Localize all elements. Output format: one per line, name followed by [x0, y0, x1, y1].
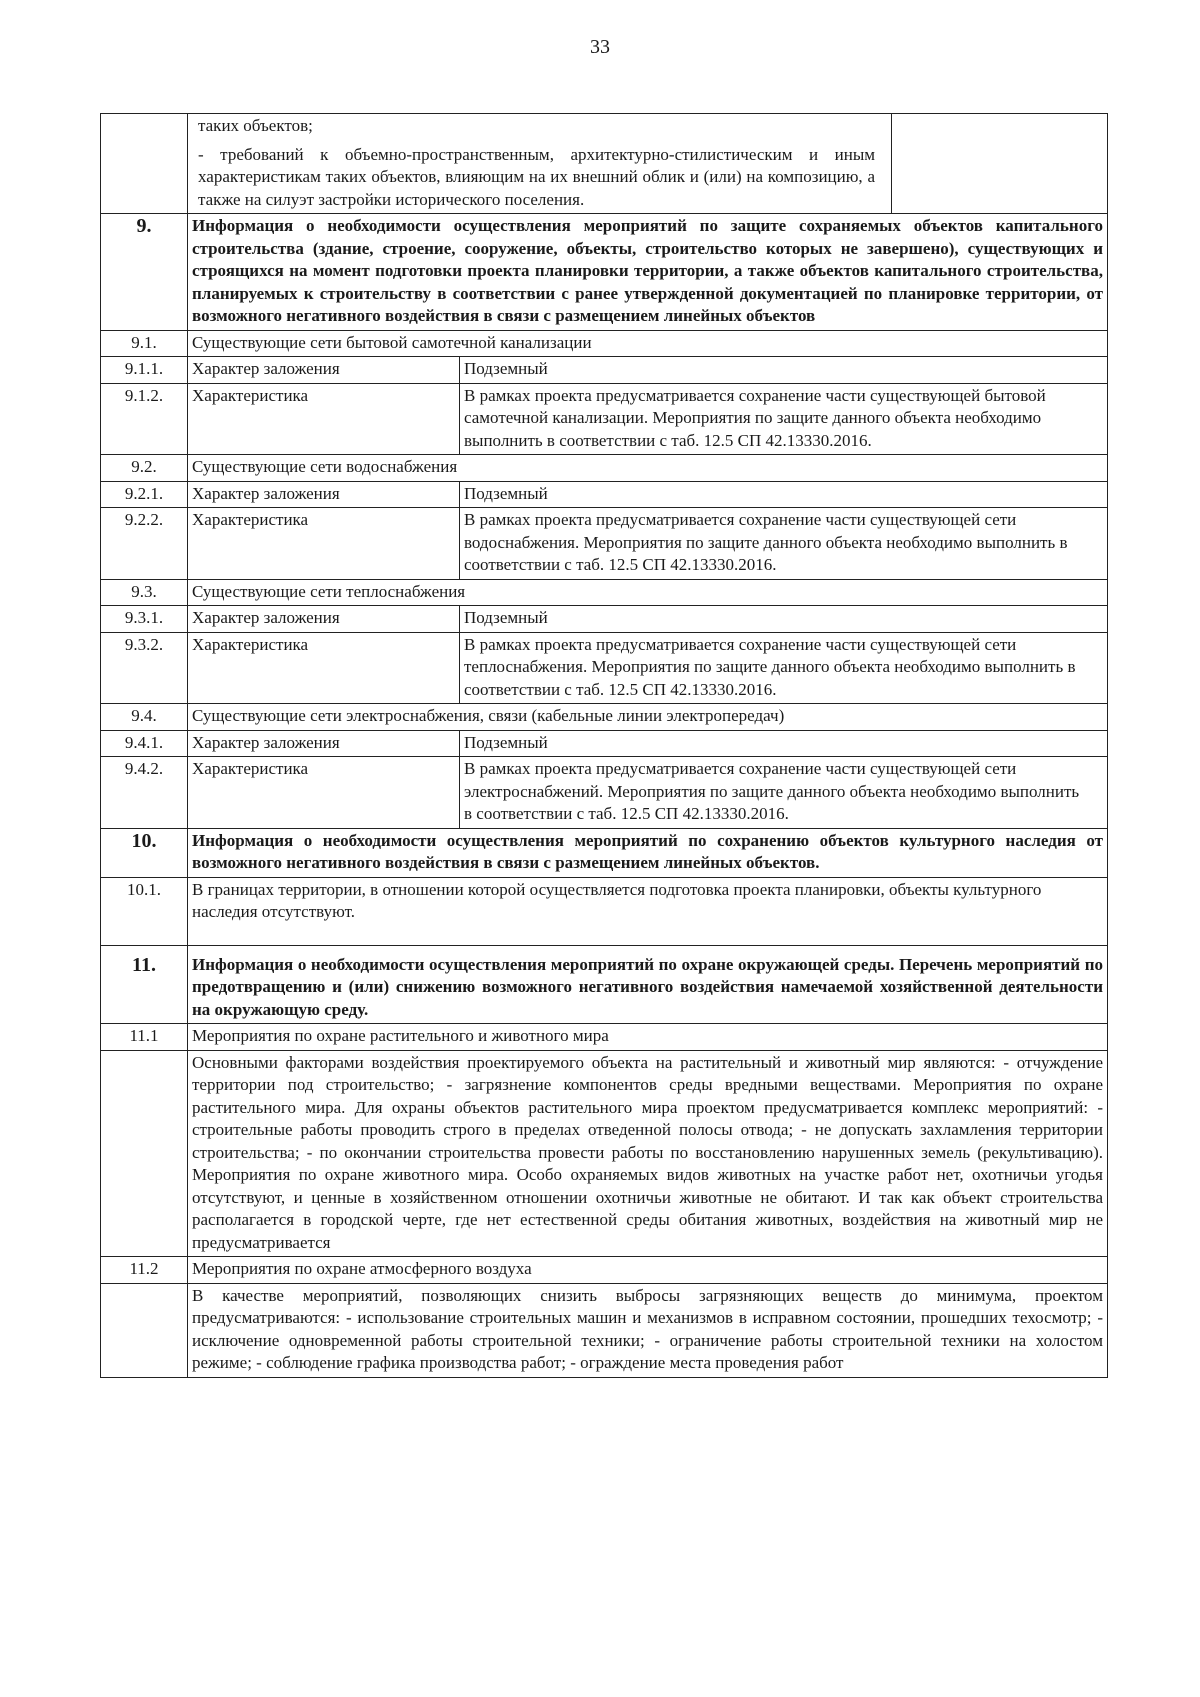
item-number: 9.4.2. [101, 757, 188, 829]
table-row [101, 1283, 1108, 1377]
subsection-row [101, 579, 1108, 606]
item-label: Характеристика [188, 383, 460, 455]
item-number: 9.3.2. [101, 632, 188, 704]
subsection-row [101, 330, 1108, 357]
subsection-number: 9.1. [101, 330, 188, 357]
item-number: 9.3.1. [101, 606, 188, 633]
section-title: Информация о необходимости осуществления мероприятий по охране окружающей среды. Перечень мероприятий по предотвращению и (или) снижению возможного негативного воздействия намечаемой хозяйственной деятельности на окружающую среду. [188, 945, 1108, 1024]
subsection-number: 9.4. [101, 704, 188, 731]
subsection-row [101, 704, 1108, 731]
continuation-line-1: таких объектов; [198, 116, 313, 135]
subsection-number: 11.2 [101, 1257, 188, 1284]
item-number: 9.4.1. [101, 730, 188, 757]
item-value: В рамках проекта предусматривается сохранение части существующей сети теплоснабжения. Мероприятия по защите данного объекта необходимо выполнить в соответствии с таб. 12.5 СП 42.13330.2016. [460, 632, 1108, 704]
subsection-number: 9.3. [101, 579, 188, 606]
item-label: Характер заложения [188, 481, 460, 508]
item-label: Характер заложения [188, 730, 460, 757]
table-row [101, 606, 1108, 633]
item-value: Подземный [460, 730, 1108, 757]
item-label: Характер заложения [188, 606, 460, 633]
table-row [101, 1050, 1108, 1257]
subsection-title: Существующие сети водоснабжения [188, 455, 1108, 482]
item-label: Характер заложения [188, 357, 460, 384]
section-number: 9. [101, 214, 188, 331]
table-row [101, 877, 1108, 945]
table-row [101, 114, 1108, 214]
table-row [101, 730, 1108, 757]
subsection-number: 9.2. [101, 455, 188, 482]
continuation-line-2: - требований к объемно-пространственным, архитектурно-стилистическим и иным характеристикам таких объектов, влияющим на их внешний облик и (или) на композицию, а также на силуэт застройки исторического поселения. [198, 144, 875, 209]
subsection-title: Существующие сети теплоснабжения [188, 579, 1108, 606]
page-number: 33 [590, 36, 610, 58]
item-text: В границах территории, в отношении которой осуществляется подготовка проекта планировки, объекты культурного наследия отсутствуют. [188, 877, 1108, 945]
item-number: 9.1.1. [101, 357, 188, 384]
item-value: В рамках проекта предусматривается сохранение части существующей сети водоснабжения. Мероприятия по защите данного объекта необходимо выполнить в соответствии с таб. 12.5 СП 42.13330.2016. [460, 508, 1108, 580]
continuation-cell [188, 114, 892, 214]
item-value: Подземный [460, 606, 1108, 633]
subsection-row [101, 455, 1108, 482]
section-number: 11. [101, 945, 188, 1024]
item-number: 9.1.2. [101, 383, 188, 455]
item-number: 10.1. [101, 877, 188, 945]
subsection-title: Существующие сети бытовой самотечной канализации [188, 330, 1108, 357]
table-row [101, 757, 1108, 829]
subsection-title: Мероприятия по охране атмосферного воздуха [188, 1257, 1108, 1284]
section-heading-row [101, 214, 1108, 331]
item-value: Подземный [460, 357, 1108, 384]
section-number: 10. [101, 828, 188, 877]
item-label: Характеристика [188, 508, 460, 580]
empty-right-cell [892, 114, 1108, 214]
section-title: Информация о необходимости осуществления мероприятий по сохранению объектов культурного наследия от возможного негативного воздействия в связи с размещением линейных объектов. [188, 828, 1108, 877]
subsection-row [101, 1024, 1108, 1051]
item-label: Характеристика [188, 757, 460, 829]
table-row [101, 383, 1108, 455]
document-table [100, 113, 1108, 1378]
table-row [101, 632, 1108, 704]
subsection-title: Существующие сети электроснабжения, связи (кабельные линии электропередач) [188, 704, 1108, 731]
empty-num-cell [101, 1050, 188, 1257]
section-heading-row [101, 945, 1108, 1024]
item-value: Подземный [460, 481, 1108, 508]
item-value: В рамках проекта предусматривается сохранение части существующей сети электроснабжений. Мероприятия по защите данного объекта необходимо выполнить в соответствии с таб. 12.5 СП 42.13330.2016. [460, 757, 1108, 829]
section-title: Информация о необходимости осуществления мероприятий по защите сохраняемых объектов капитального строительства (здание, строение, сооружение, объекты, строительство которых не завершено), существующих и строящихся на момент подготовки проекта планировки территории, а также объектов капитального строительства, планируемых к строительству в соответствии с ранее утвержденной документацией по планировке территории, от возможного негативного воздействия в связи с размещением линейных объектов [188, 214, 1108, 331]
item-value: В рамках проекта предусматривается сохранение части существующей бытовой самотечной канализации. Мероприятия по защите данного объекта необходимо выполнить в соответствии с таб. 12.5 СП 42.13330.2016. [460, 383, 1108, 455]
item-label: Характеристика [188, 632, 460, 704]
table-row [101, 481, 1108, 508]
empty-num-cell [101, 114, 188, 214]
subsection-number: 11.1 [101, 1024, 188, 1051]
subsection-title: Мероприятия по охране растительного и животного мира [188, 1024, 1108, 1051]
section-heading-row [101, 828, 1108, 877]
item-number: 9.2.2. [101, 508, 188, 580]
table-row [101, 508, 1108, 580]
table-row [101, 357, 1108, 384]
item-text: Основными факторами воздействия проектируемого объекта на растительный и животный мир являются: - отчуждение территории под строительство; - загрязнение компонентов среды вредными веществами. Мероприятия по охране растительного мира. Для охраны объектов растительного мира проектом предусматривается комплекс мероприятий: - строительные работы проводить строго в пределах отведенной полосы отвода; - не допускать захламления территории строительства; - по окончании строительства провести работы по восстановлению нарушенных земель (рекультивацию). Мероприятия по охране животного мира. Особо охраняемых видов животных на участке работ нет, охотничьи угодья отсутствуют, и ценные в хозяйственном отношении охотничьи животные не обитают. И так как объект строительства располагается в городской черте, где нет естественной среды обитания животных, воздействия на животный мир не предусматривается [188, 1050, 1108, 1257]
item-text: В качестве мероприятий, позволяющих снизить выбросы загрязняющих веществ до минимума, проектом предусматриваются: - использование строительных машин и механизмов в исправном состоянии, прошедших техосмотр; - исключение одновременной работы строительной техники; - ограничение работы строительной техники на холостом режиме; - соблюдение графика производства работ; - ограждение места проведения работ [188, 1283, 1108, 1377]
subsection-row [101, 1257, 1108, 1284]
item-number: 9.2.1. [101, 481, 188, 508]
empty-num-cell [101, 1283, 188, 1377]
